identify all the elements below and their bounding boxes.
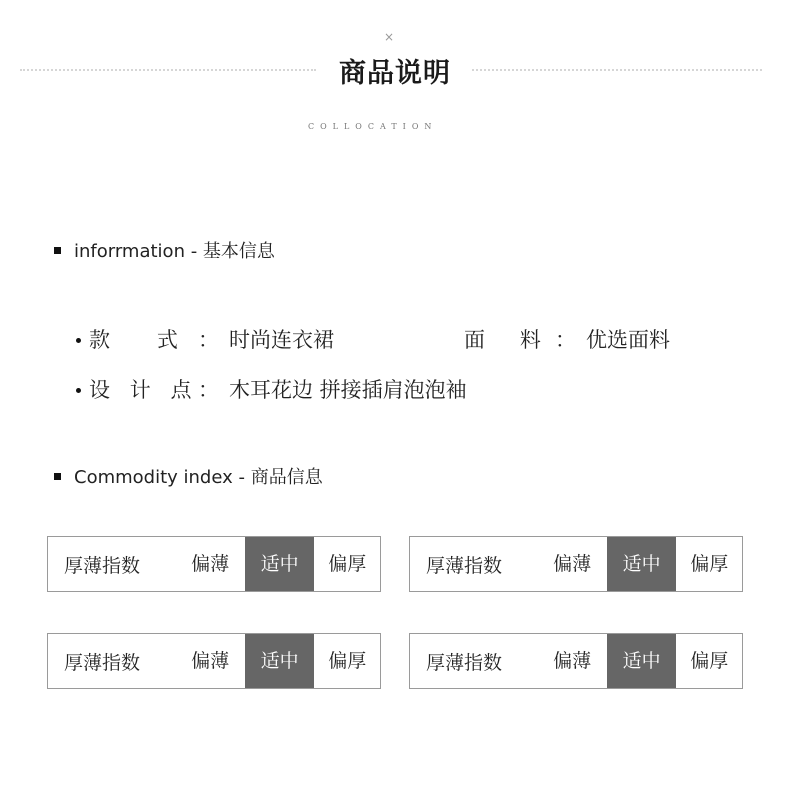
design-value: 木耳花边 拼接插肩泡泡袖 — [229, 378, 467, 402]
dotted-rule-right — [472, 69, 762, 71]
option-thin: 偏薄 — [553, 553, 592, 575]
option-thin: 偏薄 — [553, 650, 592, 672]
option-medium-selected: 适中 — [607, 634, 677, 688]
section-basic-heading — [54, 237, 275, 263]
option-medium-selected: 适中 — [245, 634, 315, 688]
option-thick: 偏厚 — [328, 553, 367, 575]
square-bullet-icon — [54, 247, 61, 254]
info-row-fabric — [464, 324, 670, 354]
option-medium-selected: 适中 — [245, 537, 315, 591]
design-label: 设 计 点： — [89, 378, 219, 402]
page-subtitle: COLLOCATION — [308, 122, 438, 131]
option-thick: 偏厚 — [690, 650, 729, 672]
section-basic-label: inforrmation - 基本信息 — [74, 241, 275, 262]
bullet-icon — [76, 338, 81, 343]
square-bullet-icon — [54, 473, 61, 480]
index-name: 厚薄指数 — [64, 651, 141, 674]
thickness-index-box — [47, 633, 381, 689]
option-medium-selected: 适中 — [607, 537, 677, 591]
close-icon: × — [384, 30, 395, 44]
style-label: 款 式： — [89, 328, 219, 352]
section-index-label: Commodity index - 商品信息 — [74, 467, 323, 488]
dotted-rule-left — [20, 69, 316, 71]
fabric-label: 面 料： — [464, 328, 576, 352]
option-thick: 偏厚 — [690, 553, 729, 575]
fabric-value: 优选面料 — [586, 328, 670, 352]
index-name: 厚薄指数 — [426, 651, 503, 674]
option-thin: 偏薄 — [191, 553, 230, 575]
thickness-index-box — [409, 633, 743, 689]
info-row-design — [76, 374, 467, 404]
option-thin: 偏薄 — [191, 650, 230, 672]
page-title: 商品说明 — [339, 58, 451, 89]
header — [20, 50, 762, 90]
index-name: 厚薄指数 — [426, 554, 503, 577]
thickness-index-box — [47, 536, 381, 592]
thickness-index-box — [409, 536, 743, 592]
index-name: 厚薄指数 — [64, 554, 141, 577]
option-thick: 偏厚 — [328, 650, 367, 672]
info-row-style — [76, 324, 334, 354]
style-value: 时尚连衣裙 — [229, 328, 334, 352]
section-index-heading — [54, 463, 323, 489]
bullet-icon — [76, 388, 81, 393]
